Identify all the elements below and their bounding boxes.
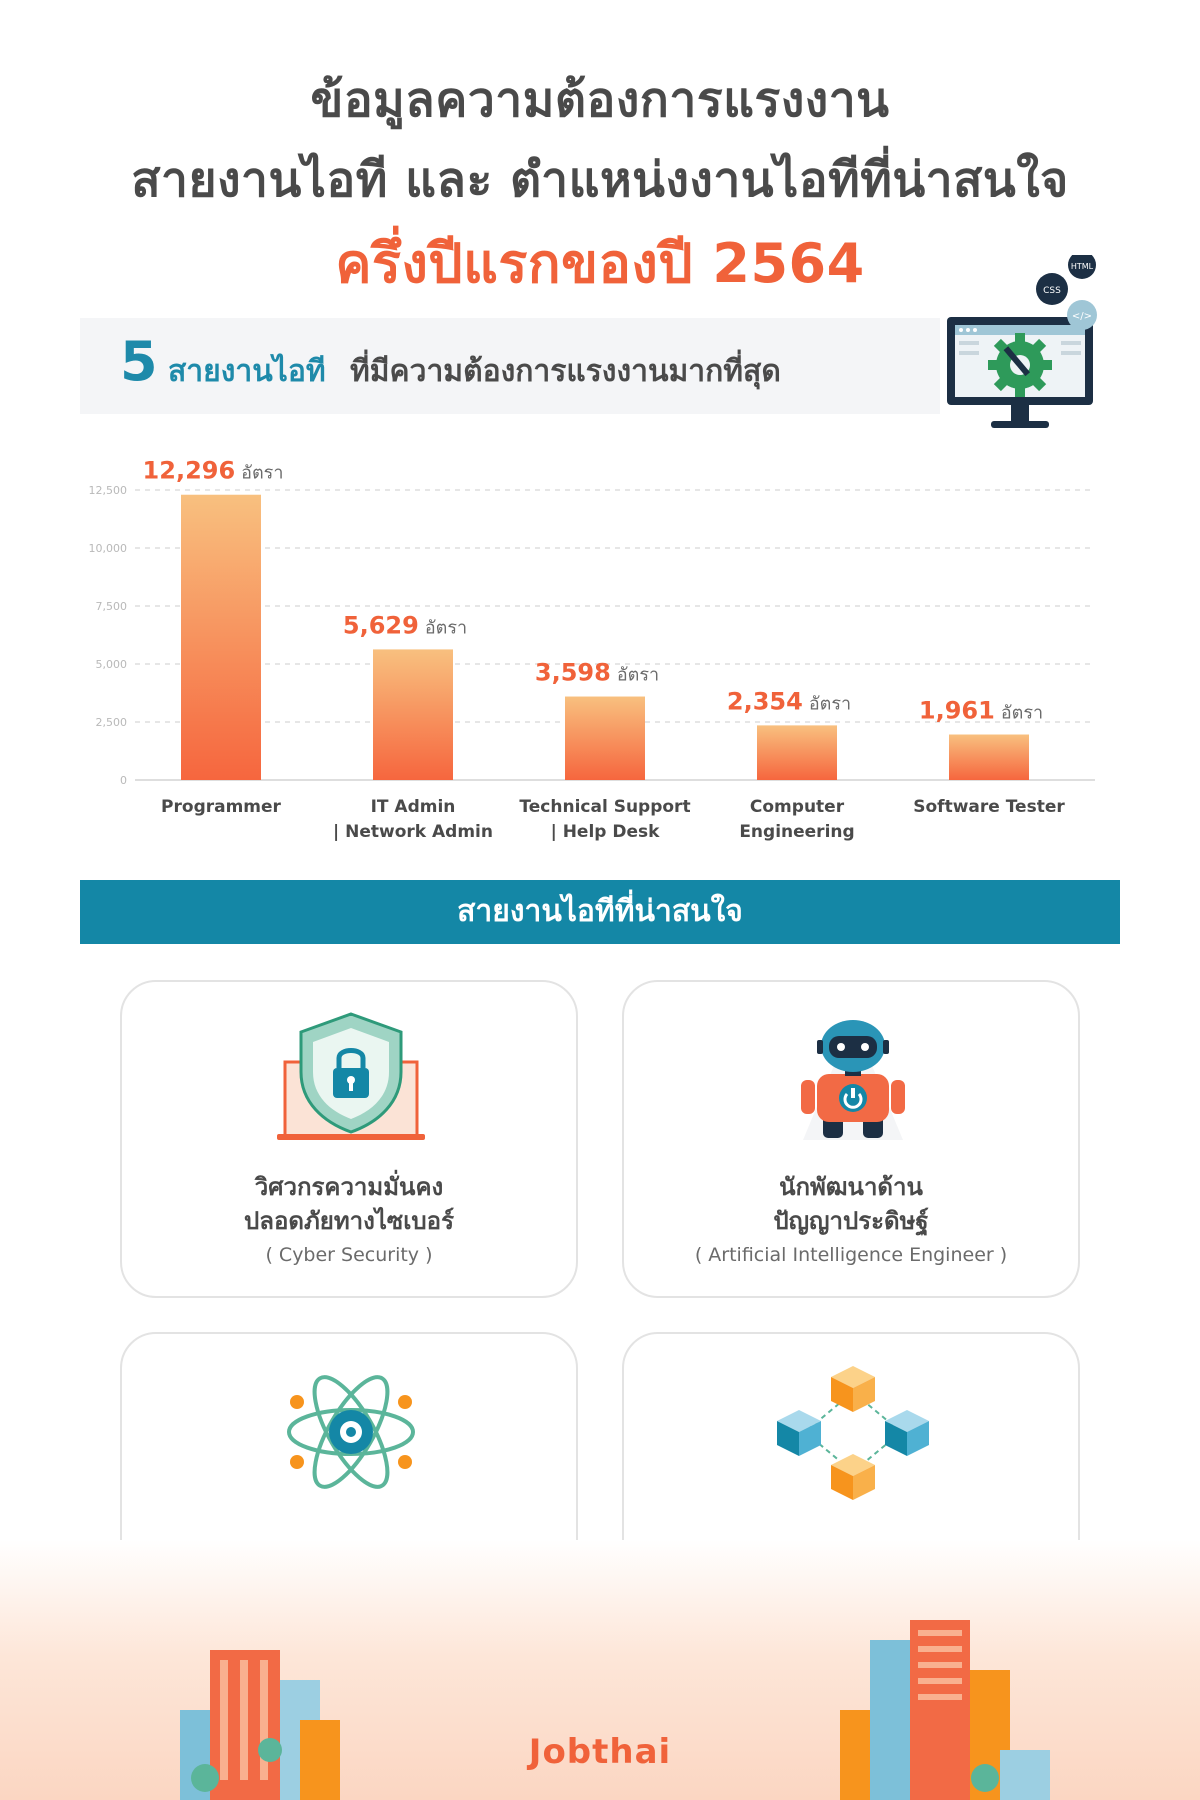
card-ai-engineer <box>622 980 1080 1298</box>
card-title-2a: นักพัฒนาด้าน <box>779 1173 923 1201</box>
category-label-2: | Help Desk <box>550 822 660 842</box>
category-label-3: Computer <box>749 797 845 817</box>
value-label-4: 1,961 อัตรา <box>918 696 1044 725</box>
card-cyber-security <box>120 980 578 1298</box>
banner-number: 5 <box>120 330 158 393</box>
css-badge: CSS <box>1043 286 1061 296</box>
blockchain-cubes-icon <box>773 1362 933 1502</box>
value-label-2: 3,598 อัตรา <box>534 658 660 687</box>
category-label-1: IT Admin <box>370 797 456 817</box>
card-title-2b: ปัญญาประดิษฐ์ <box>773 1207 929 1235</box>
title-line-3: ครึ่งปีแรกของปี 2564 <box>335 232 865 295</box>
category-label-1: | Network Admin <box>333 822 493 842</box>
atom-gear-icon <box>271 1362 431 1502</box>
banner-highlight: สายงานไอที <box>168 354 326 389</box>
bar-3 <box>757 725 837 780</box>
category-label-3: Engineering <box>739 822 855 842</box>
y-tick-label: 10,000 <box>88 542 127 555</box>
bar-1 <box>373 649 453 780</box>
card-sub-1: ( Cyber Security ) <box>265 1244 433 1266</box>
category-label-0: Programmer <box>161 797 281 817</box>
bar-4 <box>949 735 1029 780</box>
title-line-1: ข้อมูลความต้องการแรงงาน <box>310 72 890 128</box>
card-sub-2: ( Artificial Intelligence Engineer ) <box>694 1244 1008 1266</box>
value-label-1: 5,629 อัตรา <box>342 611 468 640</box>
top5-banner <box>80 318 940 414</box>
title-line-2: สายงานไอที และ ตำแหน่งงานไอทีที่น่าสนใจ <box>131 152 1069 208</box>
robot-icon <box>773 1010 933 1150</box>
y-tick-label: 5,000 <box>95 658 127 671</box>
y-tick-label: 2,500 <box>95 716 127 729</box>
card-title-1b: ปลอดภัยทางไซเบอร์ <box>244 1207 454 1235</box>
computer-monitor-gear-icon <box>945 255 1105 435</box>
value-label-3: 2,354 อัตรา <box>726 687 852 716</box>
it-demand-bar-chart <box>80 440 1120 860</box>
jobthai-logo: Jobthai <box>528 1732 672 1772</box>
bar-0 <box>181 495 261 780</box>
html-badge: HTML <box>1070 262 1094 271</box>
y-tick-label: 0 <box>120 774 127 787</box>
category-label-2: Technical Support <box>519 797 691 817</box>
value-label-0: 12,296 อัตรา <box>142 456 284 485</box>
card-title-1a: วิศวกรความมั่นคง <box>254 1173 444 1201</box>
y-tick-label: 12,500 <box>88 484 127 497</box>
code-badge: </> <box>1071 311 1093 322</box>
y-tick-label: 7,500 <box>95 600 127 613</box>
category-label-4: Software Tester <box>913 797 1065 817</box>
shield-lock-icon <box>271 1010 431 1150</box>
interesting-it-header: สายงานไอทีที่น่าสนใจ <box>80 880 1120 944</box>
banner-rest: ที่มีความต้องการแรงงานมากที่สุด <box>350 354 781 389</box>
bar-2 <box>565 697 645 780</box>
